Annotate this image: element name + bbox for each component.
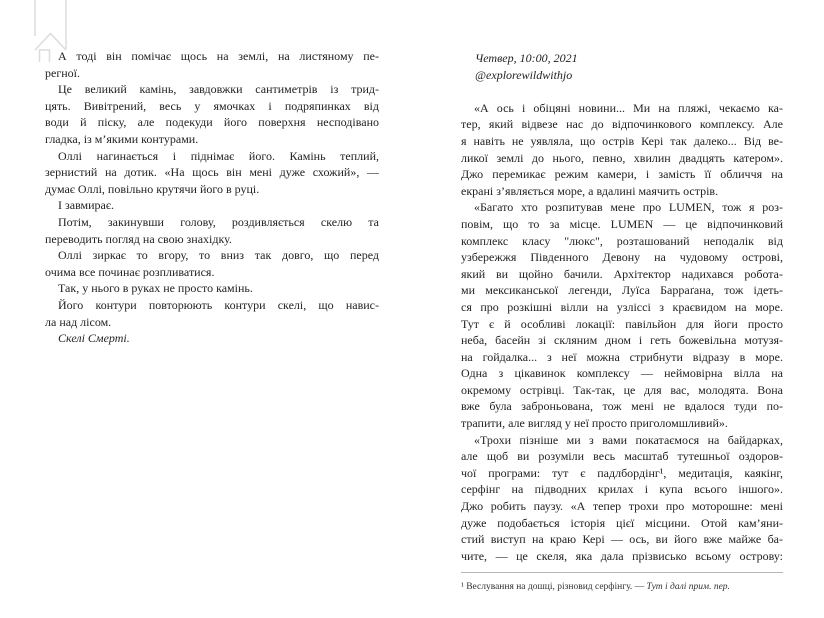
text-line: тер, який відвезе нас до відпочинкового комплексу. Але (461, 117, 783, 132)
right-page (461, 50, 783, 564)
paragraph (45, 81, 379, 147)
text-line: «А ось і обіцяні новини... Ми на пляжі, чекаємо ка- (474, 100, 783, 115)
text-line: Одна з цікавинок комплексу — неймовірна вілла на (461, 366, 783, 381)
text-line: екрані з’являється море, а вдалині маячить острів. (461, 183, 719, 198)
paragraph (45, 247, 379, 280)
paragraph (461, 100, 783, 200)
text-line: Оллі нагинається і піднімає його. Камінь теплий, (58, 148, 379, 163)
paragraph (45, 280, 379, 297)
paragraph (45, 297, 379, 330)
text-line: чите, — це скеля, яка дала прізвисько всьому острову: (461, 548, 783, 563)
text-line: комплекс класу "люкс", розташований неподалік від (461, 233, 783, 248)
left-page-text (45, 48, 379, 347)
header-line: Четвер, 10:00, 2021 (475, 51, 578, 65)
text-line: Скелі Смерті. (58, 331, 130, 346)
text-line: але щоб ви розуміли весь масштаб тутешньої оздоров- (461, 449, 783, 464)
paragraph (45, 197, 379, 214)
text-line: окремому острівці. Так-так, це для вас, молодята. Вона (461, 382, 783, 397)
text-line: дуже подобається історія цієї місцини. Отой кам’яни- (461, 515, 783, 530)
text-line: Джо робить паузу. «А тепер трохи про моторошне: мені (461, 499, 783, 514)
text-line: А тоді він помічає щось на землі, на листяному пе- (58, 49, 379, 63)
footnote-text: ¹ Веслування на дошці, різновид серфінгу. — (461, 582, 647, 592)
text-line: очима все починає розпливатися. (45, 264, 215, 279)
text-line: цять. Вивітрений, весь у ямочках і подряпинках від (45, 98, 379, 113)
text-line: Потім, закинувши голову, роздивляється скелю та (58, 214, 379, 229)
footnote (461, 581, 783, 593)
entry-datetime-header (461, 50, 783, 83)
text-line: Джо перемикає режим камери, і замість її обличчя на (461, 167, 783, 182)
text-line: регної. (45, 65, 81, 80)
text-line: І завмирає. (58, 198, 115, 213)
text-line: який ви щойно бачили. Архітектор надихався робота- (461, 266, 783, 281)
paragraph (45, 214, 379, 247)
text-line: чої програми: тут є падлбордінг¹, медитація, каякінг, (461, 465, 783, 480)
text-line: неба, басейн зі скляним дном і геть божевільна мотузя- (461, 333, 783, 348)
text-line: води й піску, але подекуди його поверхня несподівано (45, 115, 379, 130)
footnote-rule (461, 572, 783, 573)
text-line: на гойдалка... з неї можна стрибнути відразу в море. (461, 349, 783, 364)
paragraph (45, 48, 379, 81)
paragraph (45, 330, 379, 347)
text-line: серфінг на підводних крилах і купа всього іншого». (461, 482, 783, 497)
text-line: ми мексиканської легенди, Луїса Барраґана, тож ідеть- (461, 283, 783, 298)
paragraph (461, 432, 783, 565)
text-line: Так, у нього в руках не просто камінь. (58, 281, 253, 296)
text-line: повім, що то за місце. LUMEN — це відпочинковий (461, 216, 783, 231)
text-line: «Багато хто розпитував мене про LUMEN, тож я роз- (474, 200, 783, 215)
text-line: ликої землі до нього, певно, хвилин двадцять катером». (461, 150, 783, 165)
text-line: вже була заброньована, тож мені не вдалося туди по- (461, 399, 783, 414)
text-line: трапити, але вигляд у неї просто приголомшливий». (461, 416, 728, 431)
text-line: ся про розкішні вілли на узліссі з краєвидом на море. (461, 299, 783, 314)
right-page-text (461, 100, 783, 565)
text-line: узбережжя Південного Девону на чудовому острові, (461, 250, 783, 265)
text-line: зернистий на дотик. «На щось він мені дуже схожий», — (45, 165, 379, 180)
text-line: Це великий камінь, завдовжки сантиметрів із трид- (58, 82, 379, 97)
footnote-source-note: Тут і далі прим. пер. (646, 582, 730, 592)
paragraph (45, 148, 379, 198)
text-line: ла над лісом. (45, 314, 112, 329)
text-line: переводить погляд на свою знахідку. (45, 231, 232, 246)
text-line: Оллі зиркає то вгору, то вниз так довго, що перед (58, 248, 379, 263)
text-line: «Трохи пізніше ми з вами покатаємося на байдарках, (474, 432, 783, 447)
text-line: думає Оллі, повільно крутячи його в руці. (45, 181, 260, 196)
text-line: Тут є й особливі локації: павільйон для йоги просто (461, 316, 783, 331)
text-line: Його контури повторюють контури скелі, що навис- (58, 297, 379, 312)
text-line: я навіть не уявляла, що острів Кері так далеко... Від ве- (461, 133, 783, 148)
text-line: гладка, із м’якими контурами. (45, 131, 199, 146)
paragraph (461, 199, 783, 431)
text-line: стий виступ на краю Кері — ось, ви його вже майже ба- (461, 532, 783, 547)
header-line: @explorewildwithjo (475, 67, 573, 82)
